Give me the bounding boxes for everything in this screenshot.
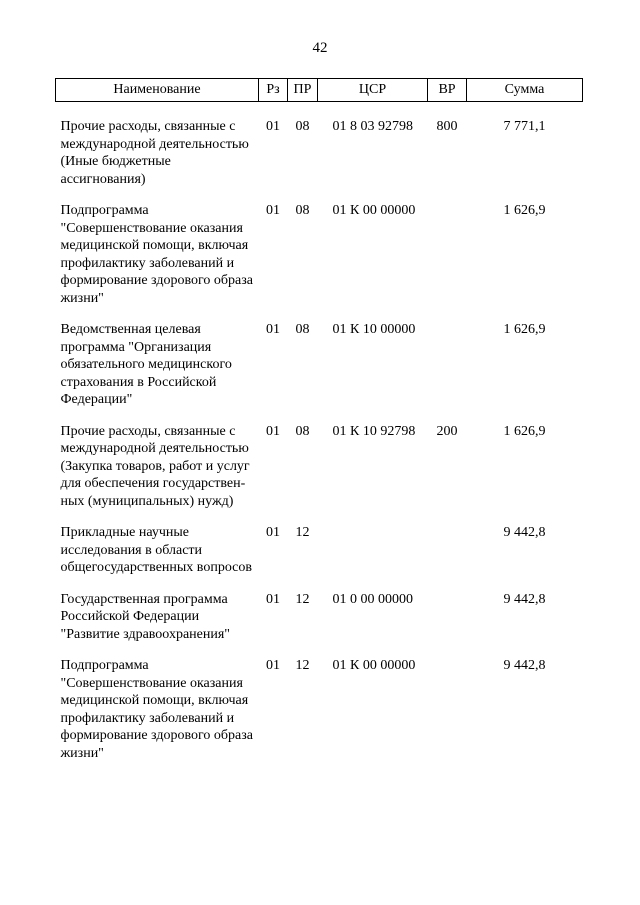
cell-pr: 08	[295, 423, 310, 439]
header-csr: ЦСР	[318, 79, 428, 102]
table-row	[56, 657, 583, 776]
cell-pr: 12	[295, 591, 310, 607]
cell-rz: 01	[266, 322, 280, 337]
cell-pr: 12	[295, 525, 310, 540]
cell-rz: 01	[266, 119, 280, 134]
cell-sum: 7 771,1	[503, 119, 546, 134]
header-sum: Сумма	[467, 79, 583, 102]
cell-vr	[428, 321, 467, 423]
cell-pr: 08	[295, 322, 310, 337]
cell-csr: 01 К 00 00000	[332, 658, 416, 673]
cell-pr: 12	[295, 658, 310, 673]
table-row	[56, 591, 583, 658]
cell-rz: 01	[266, 591, 280, 607]
cell-name: Прочие расходы, связанные с международной деятельностью (Иные бюджетные ассигнования)	[60, 119, 249, 187]
cell-csr: 01 0 00 00000	[332, 591, 413, 607]
cell-name: Подпрограмма "Совершенствование оказания медицинской помощи, включая профилактику заболеваний и формирование здорового образа жизни"	[60, 203, 253, 306]
cell-sum: 9 442,8	[503, 591, 546, 607]
cell-name: Ведомственная целевая программа "Организация обязательного медицинского страхования в Российской Федерации"	[60, 322, 232, 407]
cell-name: Прикладные научные исследования в области общегосударственных вопросов	[60, 525, 252, 575]
cell-vr	[428, 202, 467, 321]
table-row	[56, 524, 583, 591]
cell-pr: 08	[295, 119, 310, 134]
header-rz: Рз	[259, 79, 288, 102]
cell-sum: 1 626,9	[503, 203, 546, 218]
cell-rz: 01	[266, 658, 280, 673]
cell-csr: 01 8 03 92798	[332, 119, 413, 134]
cell-csr: 01 К 00 00000	[332, 203, 416, 218]
cell-name: Подпрограмма "Совершенствование оказания медицинской помощи, включая профилактику заболеваний и формирование здорового образа жизни"	[60, 658, 253, 761]
header-name: Наименование	[56, 79, 259, 102]
cell-rz: 01	[266, 423, 280, 439]
header-pr: ПР	[288, 79, 318, 102]
cell-vr	[428, 591, 467, 658]
cell-sum: 9 442,8	[503, 525, 546, 540]
cell-vr	[428, 657, 467, 776]
page-number: 42	[312, 40, 328, 56]
cell-name: Государственная программа Российской Федерации "Развитие здравоохранения"	[60, 591, 231, 642]
header-row	[56, 79, 583, 102]
cell-vr: 200	[436, 423, 458, 439]
table-spacer	[56, 102, 583, 119]
cell-sum: 1 626,9	[503, 322, 546, 337]
cell-sum: 9 442,8	[503, 658, 546, 673]
header-vr: ВР	[428, 79, 467, 102]
cell-pr: 08	[295, 203, 310, 218]
table-body	[56, 102, 583, 777]
table-row	[56, 321, 583, 423]
table-row	[56, 118, 583, 202]
cell-csr: 01 К 10 00000	[332, 322, 416, 337]
cell-sum: 1 626,9	[503, 423, 546, 439]
cell-name: Прочие расходы, связанные с международной деятельностью (Закупка товаров, работ и услуг для обеспечения государствен-ных (муниципальных) нужд)	[60, 423, 250, 509]
table-header	[56, 79, 583, 102]
cell-csr: 01 К 10 92798	[332, 423, 416, 439]
table-row	[56, 423, 583, 525]
budget-table	[55, 78, 583, 776]
cell-vr	[428, 524, 467, 591]
cell-csr	[318, 524, 428, 591]
cell-rz: 01	[266, 203, 280, 218]
cell-vr: 800	[436, 119, 458, 134]
cell-rz: 01	[266, 525, 280, 540]
table-row	[56, 202, 583, 321]
